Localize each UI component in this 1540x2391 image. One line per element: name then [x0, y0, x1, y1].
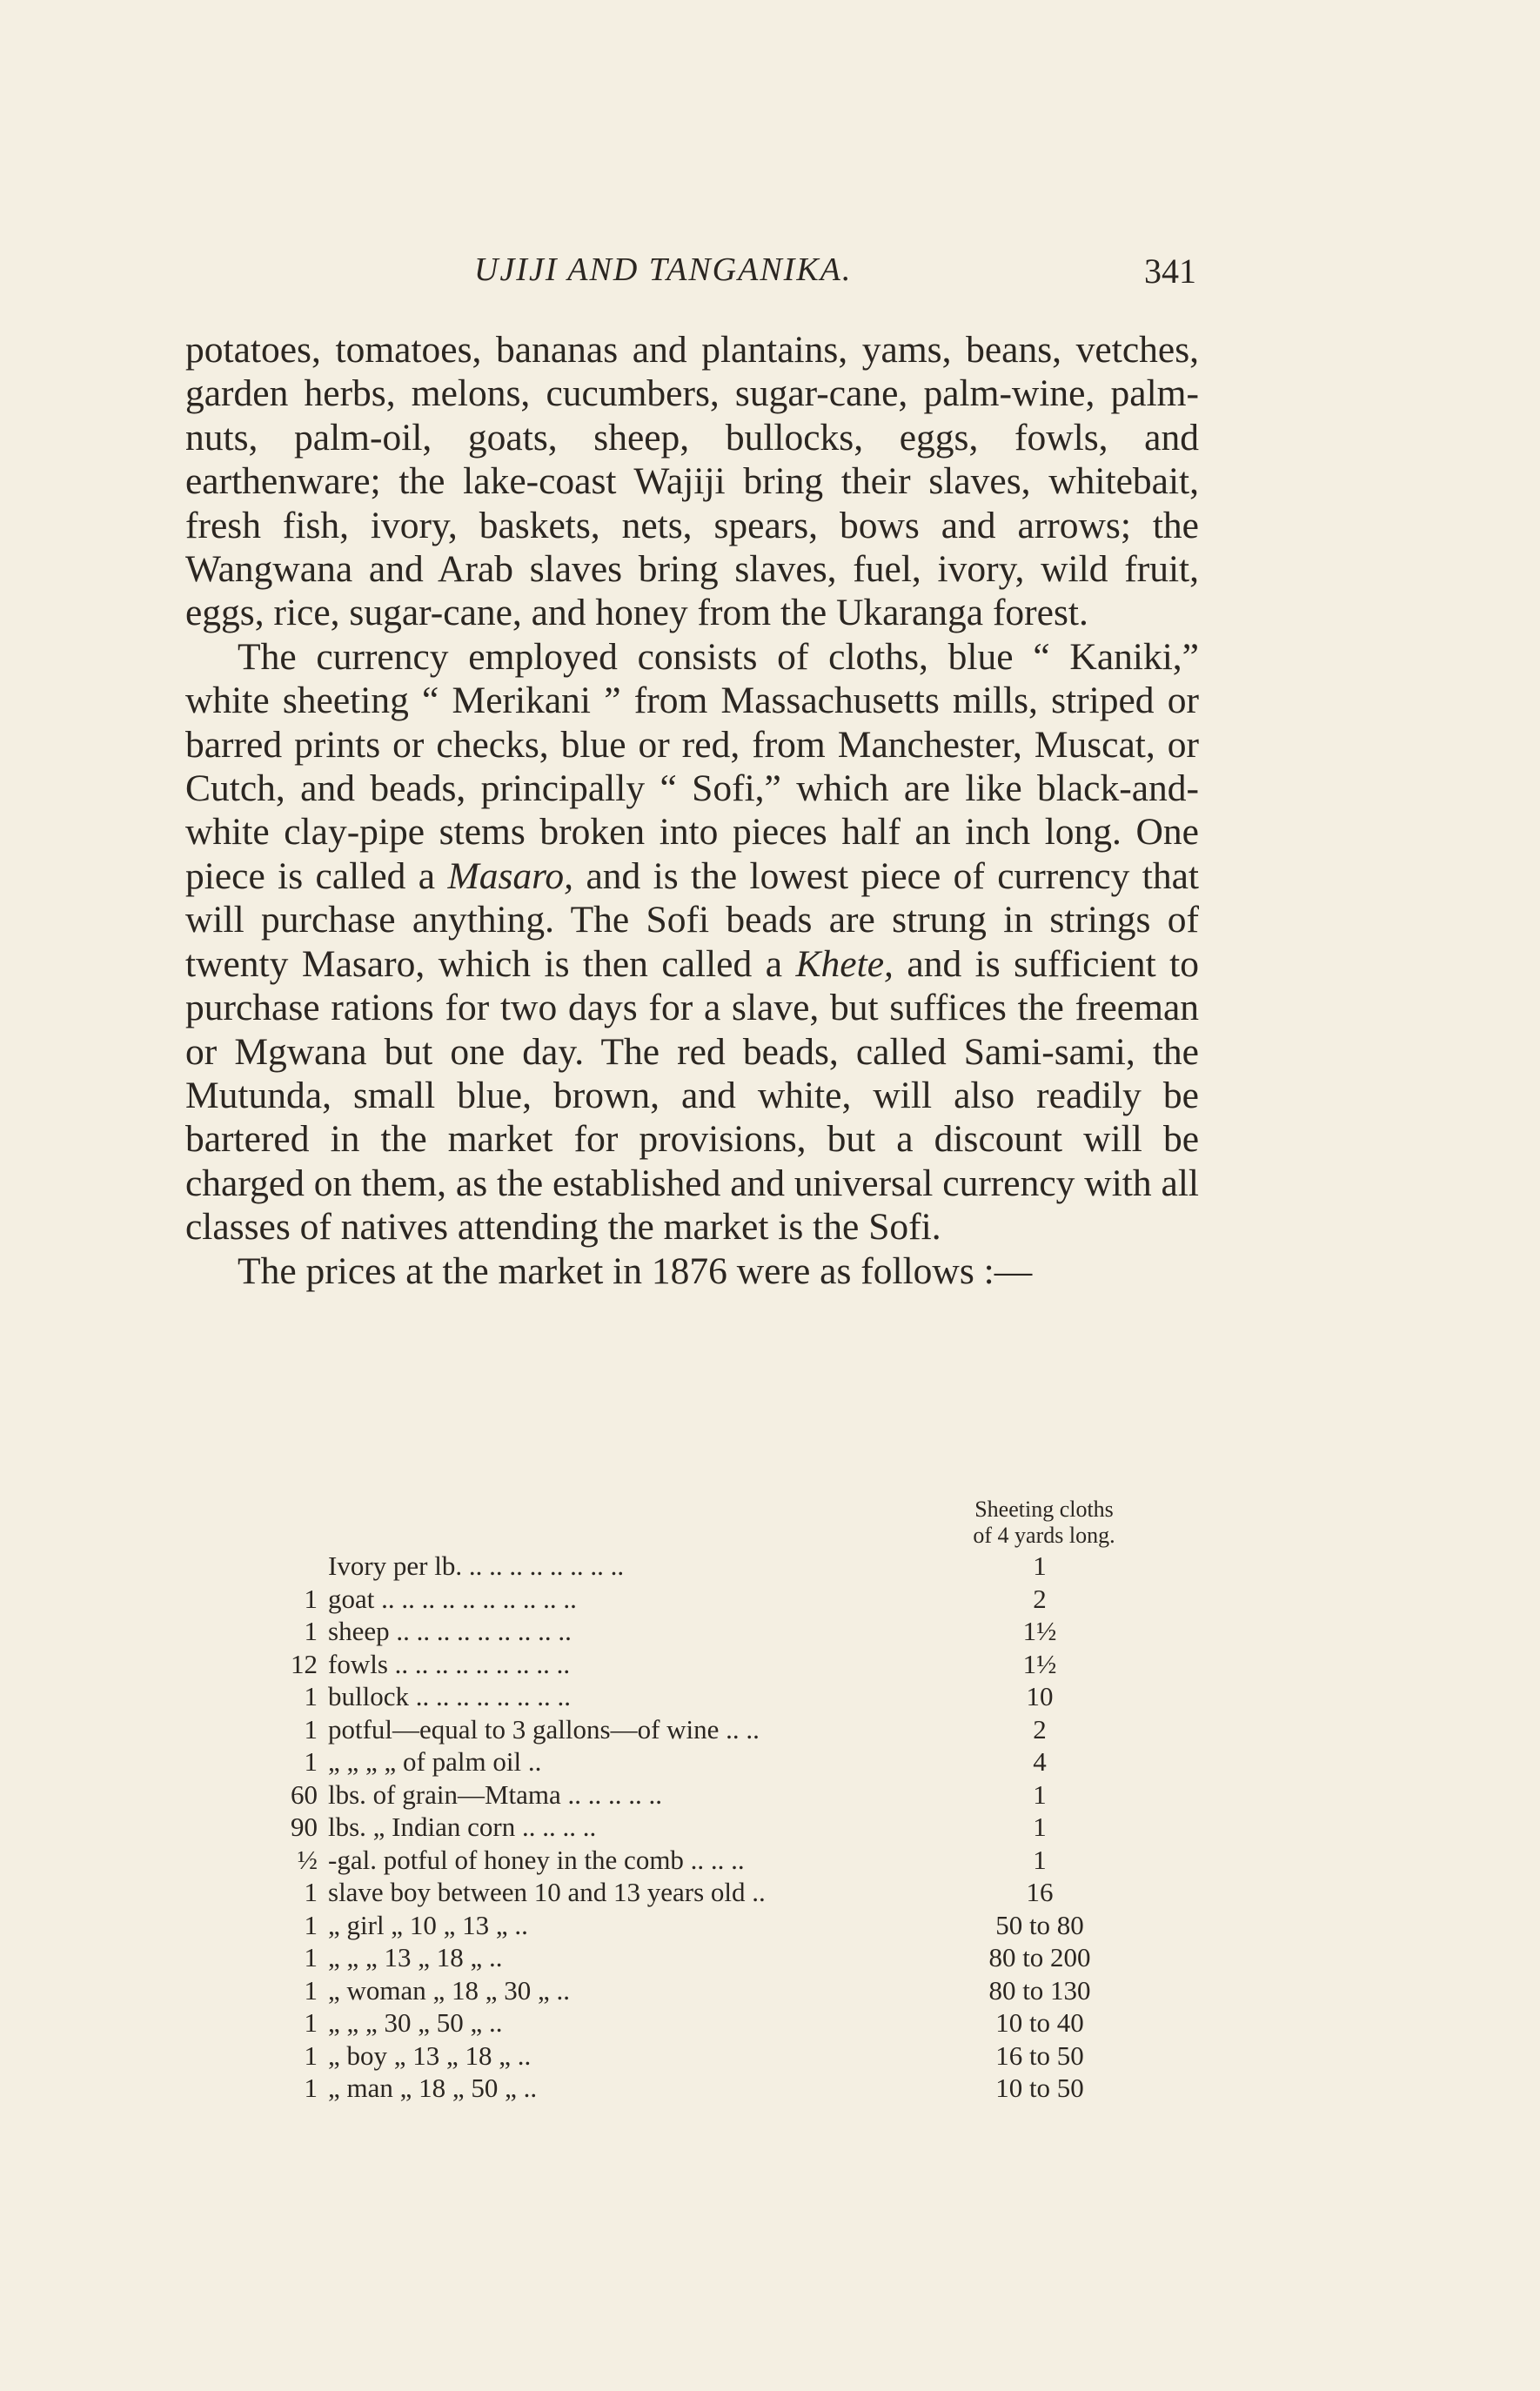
row-description: „ girl „ 10 „ 13 „ .. — [328, 1909, 528, 1940]
row-item — [283, 1616, 892, 1647]
row-price: 80 to 130 — [988, 1974, 1091, 2006]
row-price: 16 to 50 — [995, 2039, 1084, 2071]
row-item — [283, 1649, 892, 1680]
row-price: 1 — [1033, 1812, 1047, 1842]
row-price: 16 — [1026, 1877, 1054, 1907]
row-description: lbs. of grain—Mtama .. .. .. .. .. — [328, 1778, 663, 1810]
row-item — [283, 1877, 892, 1908]
row-quantity: ½ — [297, 1844, 318, 1875]
row-description: fowls .. .. .. .. .. .. .. .. .. — [328, 1648, 571, 1679]
row-quantity: 1 — [304, 2039, 318, 2071]
row-quantity: 60 — [291, 1778, 318, 1810]
page-number: 341 — [1144, 251, 1196, 291]
row-description: „ „ „ 13 „ 18 „ .. — [328, 1942, 503, 1972]
row-description: potful—equal to 3 gallons—of wine .. .. — [328, 1713, 760, 1745]
row-quantity: 90 — [291, 1812, 318, 1842]
table-row — [283, 1910, 1153, 1943]
row-description: „ man „ 18 „ 50 „ .. — [328, 2073, 538, 2103]
row-price: 1½ — [1022, 1616, 1057, 1646]
row-price: 1 — [1033, 1550, 1047, 1581]
row-description: slave boy between 10 and 13 years old .. — [328, 1877, 766, 1907]
row-price: 2 — [1033, 1583, 1047, 1614]
row-quantity: 1 — [304, 1681, 318, 1711]
row-description: goat .. .. .. .. .. .. .. .. .. .. — [328, 1583, 577, 1614]
row-quantity: 1 — [304, 1909, 318, 1940]
row-item — [283, 1746, 892, 1778]
table-row — [283, 1812, 1153, 1845]
row-item — [283, 1910, 892, 1941]
table-row — [283, 1942, 1153, 1975]
running-title: UJIJI AND TANGANIKA. — [474, 251, 853, 288]
table-row — [283, 1714, 1153, 1747]
running-header — [187, 251, 1196, 303]
table-row — [283, 2007, 1153, 2040]
row-quantity: 1 — [304, 1746, 318, 1777]
row-quantity: 1 — [304, 1942, 318, 1972]
row-quantity: 12 — [291, 1648, 318, 1679]
row-item — [283, 1550, 892, 1582]
table-row — [283, 1681, 1153, 1714]
row-item — [283, 2007, 892, 2039]
table-row — [283, 1550, 1153, 1584]
paragraph-3: The prices at the market in 1876 were as follows :— — [238, 1249, 1033, 1292]
row-quantity: 1 — [304, 1974, 318, 2006]
row-item — [283, 1714, 892, 1745]
row-price: 50 to 80 — [995, 1909, 1084, 1940]
row-price: 10 — [1026, 1681, 1054, 1711]
row-quantity: 1 — [304, 1713, 318, 1745]
row-description: „ woman „ 18 „ 30 „ .. — [328, 1974, 571, 2006]
row-description: „ „ „ „ of palm oil .. — [328, 1746, 542, 1777]
table-row — [283, 1649, 1153, 1682]
row-price: 10 to 40 — [995, 2007, 1084, 2038]
table-row — [283, 2073, 1153, 2106]
row-item — [283, 2040, 892, 2072]
row-description: lbs. „ Indian corn .. .. .. .. — [328, 1812, 597, 1842]
row-item — [283, 2073, 892, 2104]
table-row — [283, 1845, 1153, 1878]
row-item — [283, 1942, 892, 1973]
table-row — [283, 2040, 1153, 2073]
term-masaro: Masaro, — [447, 854, 574, 897]
row-price: 1 — [1033, 1844, 1047, 1875]
row-description: Ivory per lb. .. .. .. .. .. .. .. .. — [328, 1550, 625, 1581]
row-item — [283, 1845, 892, 1876]
paragraph-2: The currency employed consists of cloths, blue “ Kaniki,” white sheeting “ Merikani ” from Massachusetts mills, striped or barred prints or checks, blue or red, from Manchester, Muscat, or Cutch, and beads, principally “ Sofi,” which are like black-and-white clay-pipe stems broken into pieces half an inch long. One piece is called a Masaro, and is the lowest piece of currency that will purchase anything. The Sofi beads are strung in strings of twenty Masaro, which is then called a Khete, and is sufficient to purchase rations for two days for a slave, but suffices the freeman or Mgwana but one day. The red beads, called Sami-sami, the Mutunda, small blue, brown, and white, will also readily be bartered in the market for provisions, but a discount will be charged on them, as the established and universal currency with all classes of natives attending the market is the Sofi. — [185, 635, 1199, 1249]
row-quantity: 1 — [304, 1616, 318, 1646]
row-description: „ „ „ 30 „ 50 „ .. — [328, 2007, 503, 2038]
row-item — [283, 1779, 892, 1811]
row-quantity: 1 — [304, 2007, 318, 2038]
row-price: 80 to 200 — [988, 1942, 1091, 1972]
row-description: -gal. potful of honey in the comb .. .. .. — [328, 1844, 745, 1875]
price-table — [283, 1550, 1153, 2106]
table-row — [283, 1877, 1153, 1910]
row-item — [283, 1584, 892, 1615]
table-row — [283, 1779, 1153, 1812]
row-price: 4 — [1033, 1746, 1047, 1777]
row-quantity: 1 — [304, 1877, 318, 1907]
row-item — [283, 1812, 892, 1843]
table-row — [283, 1584, 1153, 1617]
table-row — [283, 1746, 1153, 1779]
row-description: „ boy „ 13 „ 18 „ .. — [328, 2039, 532, 2071]
column-header: Sheeting cloths of 4 yards long. — [973, 1497, 1115, 1548]
row-description: sheep .. .. .. .. .. .. .. .. .. — [328, 1616, 572, 1646]
row-item — [283, 1975, 892, 2006]
row-item — [283, 1681, 892, 1712]
row-quantity: 1 — [304, 2073, 318, 2103]
row-quantity: 1 — [304, 1583, 318, 1614]
body-text — [185, 328, 1199, 1293]
table-row — [283, 1616, 1153, 1649]
table-row — [283, 1975, 1153, 2008]
row-price: 1 — [1033, 1778, 1047, 1810]
row-price: 1½ — [1022, 1648, 1057, 1679]
paragraph-1: potatoes, tomatoes, bananas and plantains, yams, beans, vetches, garden herbs, melons, cucumbers, sugar-cane, palm-wine, palm-nuts, palm-oil, goats, sheep, bullocks, eggs, fowls, and earthenware; the lake-coast Wajiji bring their slaves, whitebait, fresh fish, ivory, baskets, nets, spears, bows and arrows; the Wangwana and Arab slaves bring slaves, fuel, ivory, wild fruit, eggs, rice, sugar-cane, and honey from the Ukaranga forest. — [185, 329, 1199, 634]
row-description: bullock .. .. .. .. .. .. .. .. — [328, 1681, 571, 1711]
term-khete: Khete, — [795, 942, 894, 985]
row-price: 2 — [1033, 1713, 1047, 1745]
row-price: 10 to 50 — [995, 2073, 1084, 2103]
